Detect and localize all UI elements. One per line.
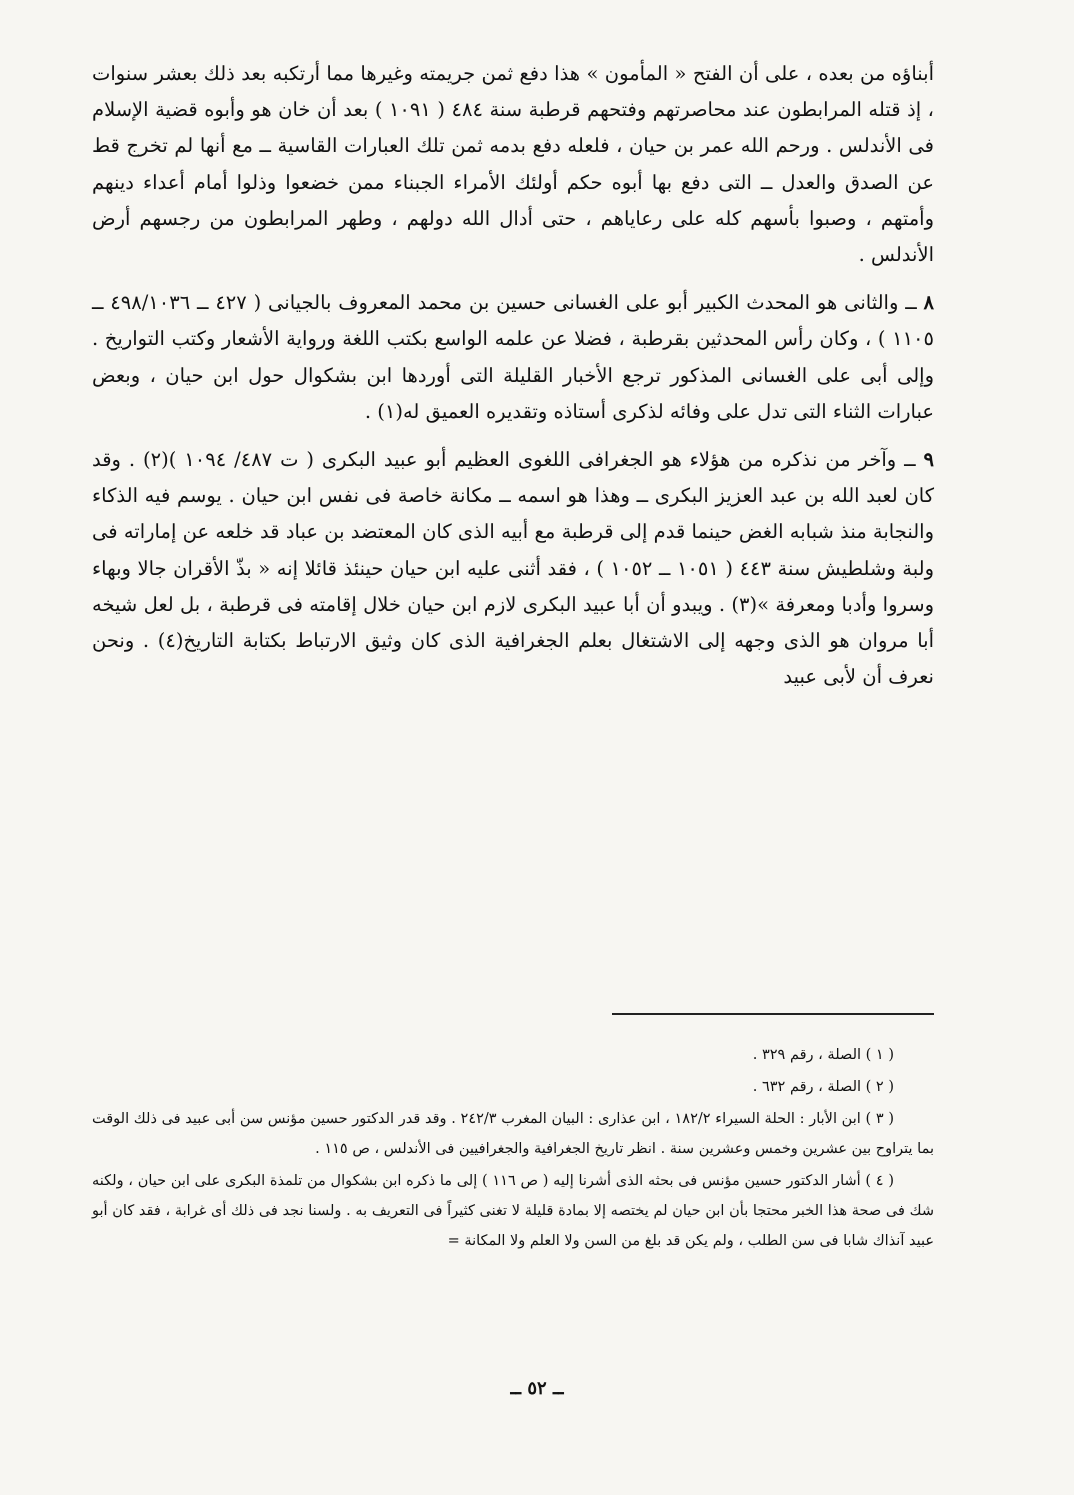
footnote-text: ابن الأبار : الحلة السيراء ١٨٢/٢ ، ابن عذارى : البيان المغرب ٢٤٢/٣ . وقد قدر الدكتور حسين مؤنس سن أبى عبيد فى ذلك الوقت بما يتراوح بين عشرين وخمس وعشرين سنة . انظر تاريخ الجغرافية والجغرافيين فى الأندلس ، ص ١١٥ . xyxy=(92,1111,934,1157)
footnote-1 xyxy=(92,1040,934,1070)
footnote-text: الصلة ، رقم ٦٣٢ . xyxy=(752,1079,862,1095)
footnote-text: أشار الدكتور حسين مؤنس فى بحثه الذى أشرنا إليه ( ص ١١٦ ) إلى ما ذكره ابن بشكوال من تلمذة البكرى على ابن حيان ، ولكنه شك فى صحة هذا الخبر محتجا بأن ابن حيان لم يختصه إلا بمادة قليلة لا تغنى كثيراً فى التعريف به . ولسنا نجد فى ذلك أى غرابة ، فقد كان أبو عبيد آنذاك شابا فى سن الطلب ، ولم يكن قد بلغ من السن ولا العلم ولا المكانة = xyxy=(92,1173,934,1249)
footnote-marker: ( ٤ ) xyxy=(865,1173,894,1189)
paragraph-text: أبناؤه من بعده ، على أن الفتح « المأمون » هذا دفع ثمن جريمته وغيرها مما أرتكبه بعد ذلك بعشر سنوات ، إذ قتله المرابطون عند محاصرتهم وفتحهم قرطبة سنة ٤٨٤ ( ١٠٩١ ) بعد أن خان هو وأبوه قضية الإسلام فى الأندلس . ورحم الله عمر بن حيان ، فلعله دفع بدمه ثمن تلك العبارات القاسية ــ مع أنها لم تخرج قط عن الصدق والعدل ــ التى دفع بها أبوه حكم أولئك الأمراء الجبناء ممن خضعوا وذلوا أمام أعداء دينهم وأمتهم ، وصبوا بأسهم كله على رعاياهم ، حتى أدال الله دولهم ، وطهر المرابطون من رجسهم أرض الأندلس . xyxy=(92,62,934,267)
footnote-4 xyxy=(92,1166,934,1256)
main-text xyxy=(92,56,934,695)
paragraph-text: ــ وآخر من نذكره من هؤلاء هو الجغرافى اللغوى العظيم أبو عبيد البكرى ( ت ٤٨٧/ ١٠٩٤ )(٢) . وقد كان لعبد الله بن عبد العزيز البكرى ــ وهذا هو اسمه ــ مكانة خاصة فى نفس ابن حيان . يوسم فيه الذكاء والنجابة منذ شبابه الغض حينما قدم إلى قرطبة مع أبيه الذى كان المعتضد بن عباد قد خلعه عن إماراته فى ولبة وشلطيش سنة ٤٤٣ ( ١٠٥١ ــ ١٠٥٢ ) ، فقد أثنى عليه ابن حيان حينئذ قائلا إنه « بذّ الأقران جالا وبهاء وسروا وأدبا ومعرفة »(٣) . ويبدو أن أبا عبيد البكرى لازم ابن حيان خلال إقامته فى قرطبة ، بل لعل شيخه أبا مروان هو الذى وجهه إلى الاشتغال بعلم الجغرافية الذى كان وثيق الارتباط بكتابة التاريخ(٤) . ونحن نعرف أن لأبى عبيد xyxy=(92,448,934,689)
footnote-2 xyxy=(92,1072,934,1102)
paragraph-text: ــ والثانى هو المحدث الكبير أبو على الغسانى حسين بن محمد المعروف بالجيانى ( ٤٢٧ ــ ٤٩٨/١٠٣٦ ــ ١١٠٥ ) ، وكان رأس المحدثين بقرطبة ، فضلا عن علمه الواسع بكتب اللغة ورواية الأشعار وكتب التواريخ . وإلى أبى على الغسانى المذكور ترجع الأخبار القليلة التى أوردها ابن بشكوال حول ابن حيان ، وبعض عبارات الثناء التى تدل على وفائه لذكرى أستاذه وتقديره العميق له(١) . xyxy=(92,291,934,423)
paragraph-9 xyxy=(92,442,934,695)
footnote-text: الصلة ، رقم ٣٢٩ . xyxy=(752,1047,862,1063)
footnote-marker: ( ٣ ) xyxy=(865,1111,894,1127)
page-number: ــ ٥٢ ــ xyxy=(510,1378,564,1399)
footnote-separator xyxy=(612,1013,934,1015)
paragraph-number: ٨ xyxy=(923,291,935,315)
paragraph-8 xyxy=(92,285,934,430)
footnote-marker: ( ٢ ) xyxy=(865,1079,894,1095)
footnote-marker: ( ١ ) xyxy=(865,1047,894,1063)
footnote-3 xyxy=(92,1104,934,1164)
footnotes xyxy=(92,1040,934,1256)
paragraph-number: ٩ xyxy=(923,448,934,472)
paragraph-continuation xyxy=(92,56,934,273)
